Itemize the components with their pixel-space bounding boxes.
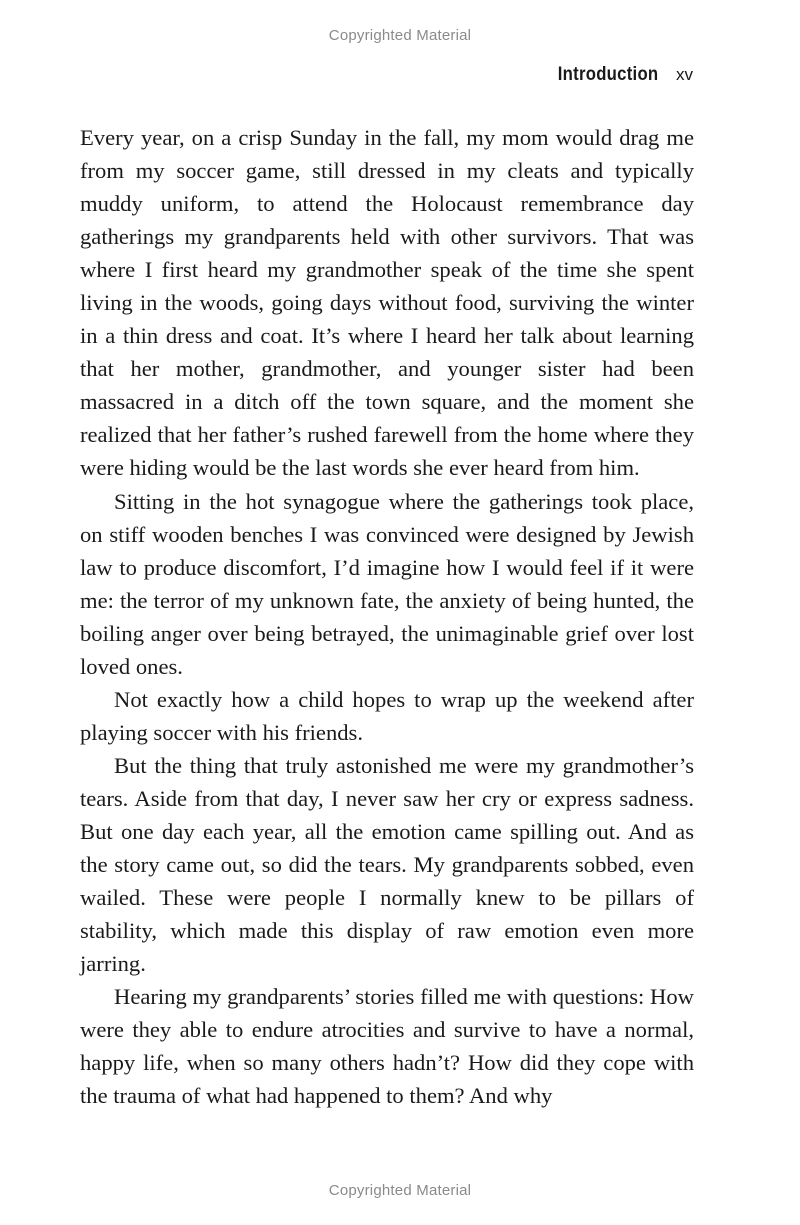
paragraph: Sitting in the hot synagogue where the gatherings took place, on stiff wooden benches I was convinced were designed by Jewish law to produce discomfort, I’d imagine how I would feel if it were me: the terror of my unknown fate, the anxiety of being hunted, the boiling anger over being betrayed, the unimaginable grief over lost loved ones.: [80, 488, 694, 679]
copyright-watermark-bottom: Copyrighted Material: [328, 1182, 472, 1199]
paragraph: Every year, on a crisp Sunday in the fall, my mom would drag me from my soccer game, still dressed in my cleats and typically muddy uniform, to attend the Holocaust remembrance day gatherings my grandparents held with other survivors. That was where I first heard my grandmother speak of the time she spent living in the woods, going days without food, surviving the winter in a thin dress and coat. It’s where I heard her talk about learning that her mother, grandmother, and younger sister had been massacred in a ditch off the town square, and the moment she realized that her father’s rushed farewell from the home where they were hiding would be the last words she ever heard from him.: [80, 125, 694, 481]
paragraph: Hearing my grandparents’ stories filled me with questions: How were they able to endure atrocities and survive to have a normal, happy life, when so many others hadn’t? How did they cope with the trauma of what had happened to them? And why: [80, 984, 694, 1109]
paragraph: Not exactly how a child hopes to wrap up the weekend after playing soccer with his friends.: [80, 686, 694, 745]
copyright-watermark-top: Copyrighted Material: [328, 27, 472, 44]
running-head: [544, 64, 693, 86]
body-text: [80, 121, 694, 1112]
section-title: Introduction: [557, 64, 658, 85]
paragraph: But the thing that truly astonished me were my grandmother’s tears. Aside from that day, I never saw her cry or express sadness. But one day each year, all the emotion came spilling out. And as the story came out, so did the tears. My grandparents sobbed, even wailed. These were people I normally knew to be pillars of stability, which made this display of raw emotion even more jarring.: [80, 752, 694, 977]
page-number: xv: [676, 65, 693, 84]
